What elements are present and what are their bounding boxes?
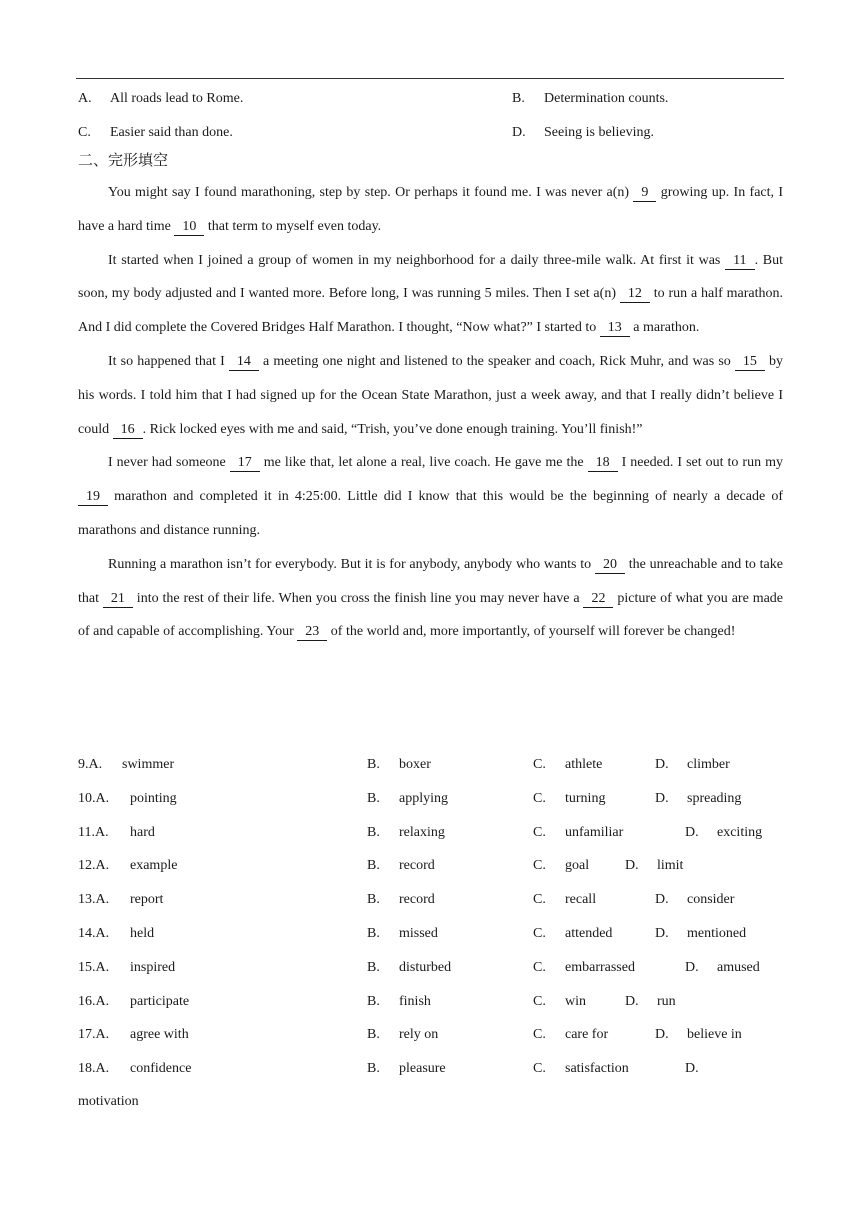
- passage-paragraph: Running a marathon isn’t for everybody. But it is for anybody, anybody who wants to 20 the unreachable and to take that 21 into the rest of their life. When you cross the finish line you may never have a 22 picture of what you are made of and capable of accomplishing. Your 23 of the world and, more importantly, of yourself will forever be changed!: [78, 556, 784, 640]
- passage-paragraph: I never had someone 17 me like that, let alone a real, live coach. He gave me the 18 I needed. I set out to run my 19 marathon and completed it in 4:25:00. Little did I know that this would be the beginning of nearly a decade of marathons and distance running.: [78, 455, 783, 538]
- trailing-option-text: motivation: [78, 1094, 139, 1109]
- option-b-letter: B.: [367, 1027, 380, 1043]
- question-number: 11.A.: [78, 824, 109, 840]
- option-c-letter: C.: [533, 959, 546, 975]
- option-b-text: finish: [399, 993, 431, 1009]
- option-c-text: turning: [565, 790, 606, 806]
- option-b-text: record: [399, 858, 435, 874]
- header-rule: [76, 78, 784, 79]
- option-d-letter: D.: [685, 1061, 699, 1077]
- passage-paragraph: You might say I found marathoning, step by step. Or perhaps it found me. I was never a(n) 9 growing up. In fact, I have a hard time 10 that term to myself even today.: [78, 185, 783, 234]
- blank-19: 19: [78, 489, 108, 506]
- option-d-text: exciting: [717, 824, 763, 840]
- option-b-text: applying: [399, 790, 448, 806]
- option-d-letter: D.: [655, 757, 669, 772]
- option-c-letter: C.: [533, 993, 546, 1009]
- option-a-text: participate: [130, 993, 190, 1009]
- option-b-text: record: [399, 892, 435, 908]
- question-number: 12.A.: [78, 858, 110, 874]
- option-text: Determination counts.: [544, 91, 669, 106]
- option-d-letter: D.: [655, 1027, 669, 1043]
- option-letter: C.: [78, 125, 91, 140]
- option-b-letter: B.: [367, 790, 380, 806]
- blank-18: 18: [588, 455, 618, 472]
- question-row: [78, 958, 783, 978]
- option-c-letter: C.: [533, 926, 546, 941]
- option-letter: B.: [512, 91, 525, 106]
- option-text: All roads lead to Rome.: [110, 91, 244, 106]
- question-row: [78, 856, 783, 876]
- option-b-text: boxer: [399, 757, 431, 772]
- blank-22: 22: [583, 591, 613, 608]
- option-c-letter: C.: [533, 892, 546, 908]
- option-a-text: agree with: [130, 1027, 189, 1043]
- option-c-text: unfamiliar: [565, 824, 624, 840]
- option-a-text: confidence: [130, 1061, 192, 1077]
- option-d-text: run: [657, 993, 676, 1009]
- question-number: 18.A.: [78, 1061, 110, 1077]
- option-b-letter: B.: [367, 959, 380, 975]
- blank-16: 16: [113, 422, 143, 439]
- option-b-text: disturbed: [399, 959, 452, 975]
- option-d-text: limit: [657, 858, 684, 874]
- option-d-text: spreading: [687, 790, 742, 806]
- option-b-letter: B.: [367, 757, 380, 772]
- option-d-text: climber: [687, 757, 730, 772]
- option-a-text: held: [130, 926, 155, 941]
- option-c-letter: C.: [533, 824, 546, 840]
- option-c-text: care for: [565, 1027, 609, 1043]
- option-c-letter: C.: [533, 790, 546, 806]
- passage-paragraph: It started when I joined a group of women in my neighborhood for a daily three-mile walk. At first it was 11 . But soon, my body adjusted and I wanted more. Before long, I was running 5 miles. Then I set a(n) 12 to run a half marathon. And I did complete the Covered Bridges Half Marathon. I thought, “Now what?” I started to 13 a marathon.: [78, 252, 784, 336]
- option-c-text: attended: [565, 926, 613, 941]
- option-b-text: relaxing: [399, 824, 445, 840]
- question-number: 16.A.: [78, 993, 110, 1009]
- option-c-text: athlete: [565, 757, 603, 772]
- question-number: 13.A.: [78, 892, 110, 908]
- blank-23: 23: [297, 624, 327, 641]
- option-b-text: missed: [399, 926, 438, 941]
- prev-option-d: [512, 124, 654, 142]
- option-c-letter: C.: [533, 1061, 546, 1077]
- prev-option-b: [512, 90, 668, 108]
- prev-option-a: [78, 90, 243, 108]
- question-number: 10.A.: [78, 790, 110, 806]
- option-c-letter: C.: [533, 1027, 546, 1043]
- option-letter: A.: [78, 91, 92, 106]
- option-text: Seeing is believing.: [544, 125, 655, 140]
- blank-11: 11: [725, 253, 754, 270]
- question-number: 9.A.: [78, 757, 103, 772]
- option-c-text: win: [565, 993, 586, 1009]
- option-d-letter: D.: [655, 926, 669, 941]
- blank-21: 21: [103, 591, 133, 608]
- prev-option-c: [78, 124, 233, 142]
- blank-9: 9: [633, 185, 656, 202]
- option-d-letter: D.: [685, 824, 699, 840]
- option-a-text: swimmer: [122, 757, 175, 772]
- option-b-letter: B.: [367, 993, 380, 1009]
- option-c-text: goal: [565, 858, 590, 874]
- passage-paragraph: It so happened that I 14 a meeting one night and listened to the speaker and coach, Rick Muhr, and was so 15 by his words. I told him that I had signed up for the Ocean State Marathon, just a week away, and that I really didn’t believe I could 16 . Rick locked eyes with me and said, “Trish, you’ve done enough training. You’ll finish!”: [78, 353, 784, 437]
- section-heading: 二、完形填空: [78, 151, 169, 169]
- option-a-text: pointing: [130, 790, 177, 806]
- blank-14: 14: [229, 354, 259, 371]
- blank-15: 15: [735, 354, 765, 371]
- question-number: 17.A.: [78, 1027, 110, 1043]
- option-d-letter: D.: [685, 959, 699, 975]
- option-b-letter: B.: [367, 824, 380, 840]
- option-d-text: believe in: [687, 1027, 742, 1043]
- question-row: [78, 1059, 783, 1079]
- question-row: [78, 823, 783, 843]
- option-a-text: inspired: [130, 959, 176, 975]
- option-d-letter: D.: [655, 892, 669, 908]
- option-b-letter: B.: [367, 858, 380, 874]
- question-row: [78, 789, 783, 809]
- option-b-letter: B.: [367, 892, 380, 908]
- option-c-text: embarrassed: [565, 959, 635, 975]
- option-d-letter: D.: [625, 858, 639, 874]
- option-c-text: satisfaction: [565, 1061, 629, 1077]
- cloze-passage: [78, 176, 783, 649]
- question-row: [78, 890, 783, 910]
- option-b-letter: B.: [367, 1061, 380, 1077]
- option-d-letter: D.: [655, 790, 669, 806]
- question-number: 15.A.: [78, 959, 110, 975]
- option-d-letter: D.: [625, 993, 639, 1009]
- question-number: 14.A.: [78, 926, 110, 941]
- option-a-text: hard: [130, 824, 155, 840]
- option-b-text: rely on: [399, 1027, 439, 1043]
- question-row: [78, 1025, 783, 1045]
- question-row: [78, 992, 783, 1012]
- blank-12: 12: [620, 286, 650, 303]
- option-d-text: amused: [717, 959, 760, 975]
- option-letter: D.: [512, 125, 526, 140]
- option-b-text: pleasure: [399, 1061, 446, 1077]
- blank-17: 17: [230, 455, 260, 472]
- option-a-text: example: [130, 858, 178, 874]
- blank-13: 13: [600, 320, 630, 337]
- blank-10: 10: [174, 219, 204, 236]
- option-d-text: consider: [687, 892, 735, 908]
- option-a-text: report: [130, 892, 164, 908]
- option-c-letter: C.: [533, 858, 546, 874]
- option-text: Easier said than done.: [110, 125, 233, 140]
- question-row: [78, 755, 783, 775]
- option-c-text: recall: [565, 892, 597, 908]
- option-b-letter: B.: [367, 926, 380, 941]
- option-d-text: mentioned: [687, 926, 747, 941]
- question-row: [78, 924, 783, 944]
- option-c-letter: C.: [533, 757, 546, 772]
- blank-20: 20: [595, 557, 625, 574]
